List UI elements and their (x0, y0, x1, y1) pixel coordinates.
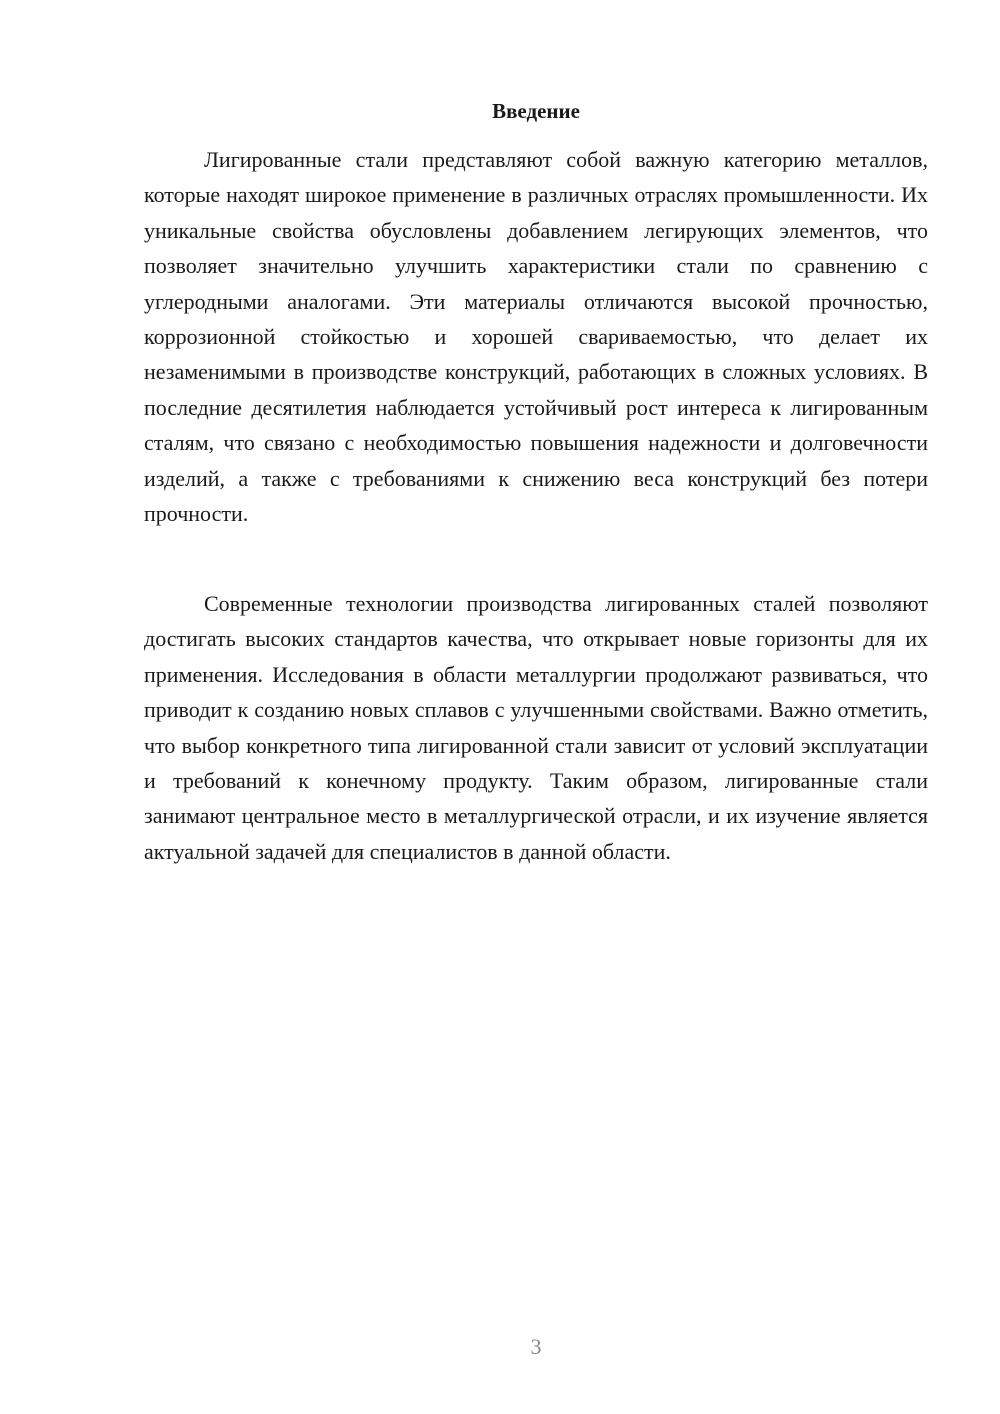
page-number: 3 (530, 1334, 542, 1359)
section-heading: Введение (492, 99, 580, 123)
paragraph-1: Лигированные стали представляют собой важную категорию металлов, которые находят широкое применение в различных отраслях промышленности. Их уникальные свойства обусловлены добавлением легирующих элементов, что позволяет значительно улучшить характеристики стали по сравнению с углеродными аналогами. Эти материалы отличаются высокой прочностью, коррозионной стойкостью и хорошей свариваемостью, что делает их незаменимыми в производстве конструкций, работающих в сложных условиях. В последние десятилетия наблюдается устойчивый рост интереса к лигированным сталям, что связано с необходимостью повышения надежности и долговечности изделий, а также с требованиями к снижению веса конструкций без потери прочности. (144, 147, 928, 527)
paragraph-2: Современные технологии производства лигированных сталей позволяют достигать высоких стандартов качества, что открывает новые горизонты для их применения. Исследования в области металлургии продолжают развиваться, что приводит к созданию новых сплавов с улучшенными свойствами. Важно отметить, что выбор конкретного типа лигированной стали зависит от условий эксплуатации и требований к конечному продукту. Таким образом, лигированные стали занимают центральное место в металлургической отрасли, и их изучение является актуальной задачей для специалистов в данной области. (144, 591, 928, 864)
